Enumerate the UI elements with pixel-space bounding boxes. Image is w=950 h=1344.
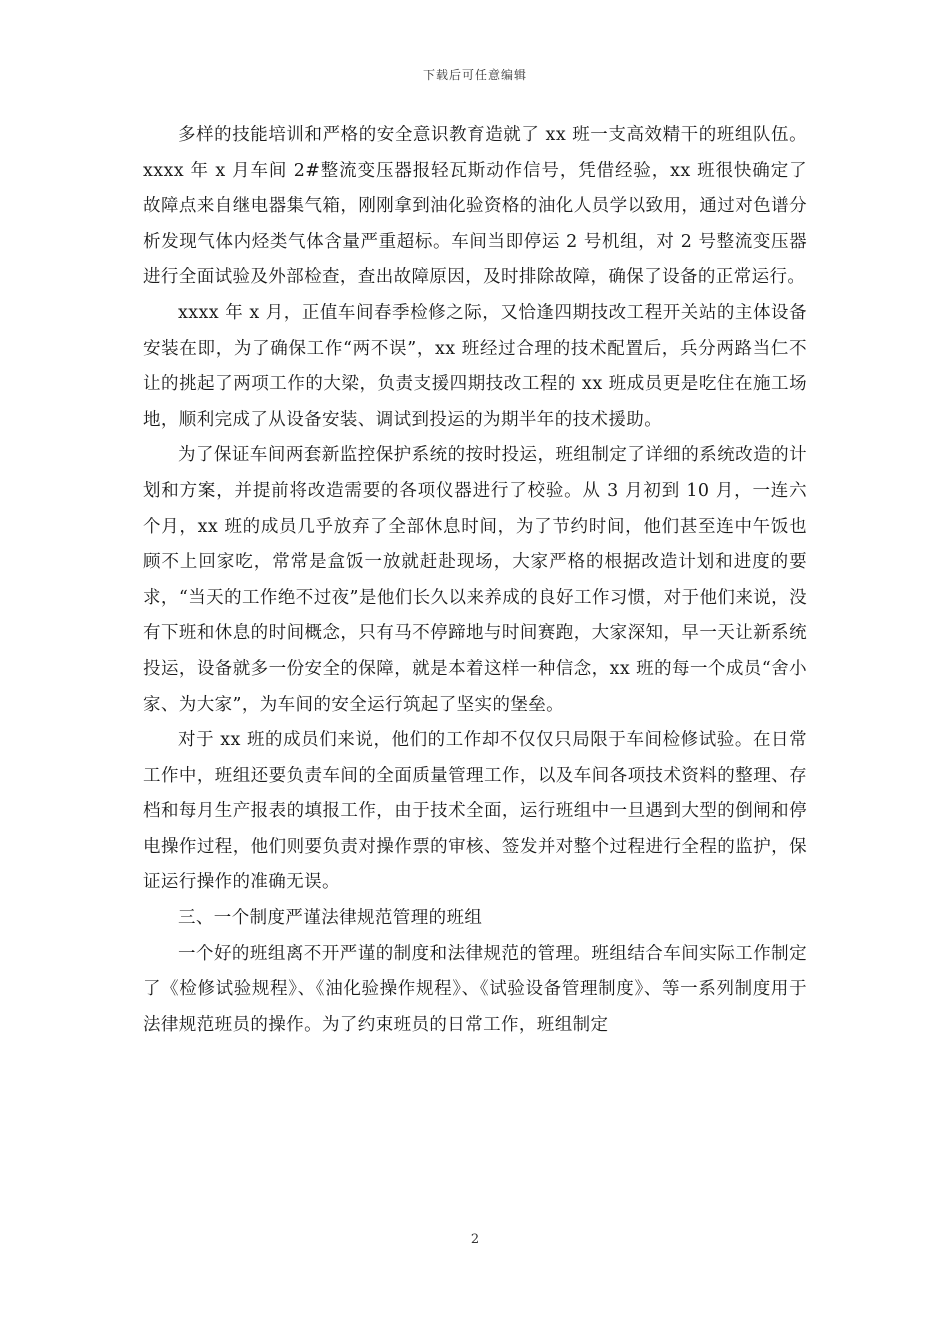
document-body (143, 118, 807, 1043)
paragraph: 多样的技能培训和严格的安全意识教育造就了 xx 班一支高效精干的班组队伍。xxxx 年 x 月车间 2#整流变压器报轻瓦斯动作信号，凭借经验，xx 班很快确定了故障点来自继电器集气箱，刚刚拿到油化验资格的油化人员学以致用，通过对色谱分析发现气体内烃类气体含量严重超标。车间当即停运 2 号机组，对 2 号整流变压器进行全面试验及外部检查，查出故障原因，及时排除故障，确保了设备的正常运行。 (143, 125, 807, 288)
paragraph: 为了保证车间两套新监控保护系统的按时投运，班组制定了详细的系统改造的计划和方案，并提前将改造需要的各项仪器进行了校验。从 3 月初到 10 月，一连六个月，xx 班的成员几乎放弃了全部休息时间，为了节约时间，他们甚至连中午饭也顾不上回家吃，常常是盒饭一放就赶赴现场，大家严格的根据改造计划和进度的要求，“当天的工作绝不过夜”是他们长久以来养成的良好工作习惯，对于他们来说，没有下班和休息的时间概念，只有马不停蹄地与时间赛跑，大家深知，早一天让新系统投运，设备就多一份安全的保障，就是本着这样一种信念，xx 班的每一个成员“舍小家、为大家”，为车间的安全运行筑起了坚实的堡垒。 (143, 445, 807, 715)
paragraph: 对于 xx 班的成员们来说，他们的工作却不仅仅只局限于车间检修试验。在日常工作中，班组还要负责车间的全面质量管理工作，以及车间各项技术资料的整理、存档和每月生产报表的填报工作，由于技术全面，运行班组中一旦遇到大型的倒闸和停电操作过程，他们则要负责对操作票的审核、签发并对整个过程进行全程的监护，保证运行操作的准确无误。 (143, 730, 807, 893)
paragraph: xxxx 年 x 月，正值车间春季检修之际，又恰逢四期技改工程开关站的主体设备安装在即，为了确保工作“两不误”，xx 班经过合理的技术配置后，兵分两路当仁不让的挑起了两项工作的大梁，负责支援四期技改工程的 xx 班成员更是吃住在施工场地，顺利完成了从设备安装、调试到投运的为期半年的技术援助。 (143, 302, 807, 430)
paragraph: 一个好的班组离不开严谨的制度和法律规范的管理。班组结合车间实际工作制定了《检修试验规程》、《油化验操作规程》、《试验设备管理制度》、等一系列制度用于法律规范班员的操作。为了约束班员的日常工作，班组制定 (143, 943, 807, 1035)
section-heading: 三、一个制度严谨法律规范管理的班组 (178, 908, 483, 929)
page-number: 2 (470, 1232, 480, 1247)
page-header: 下载后可任意编辑 (422, 68, 527, 82)
